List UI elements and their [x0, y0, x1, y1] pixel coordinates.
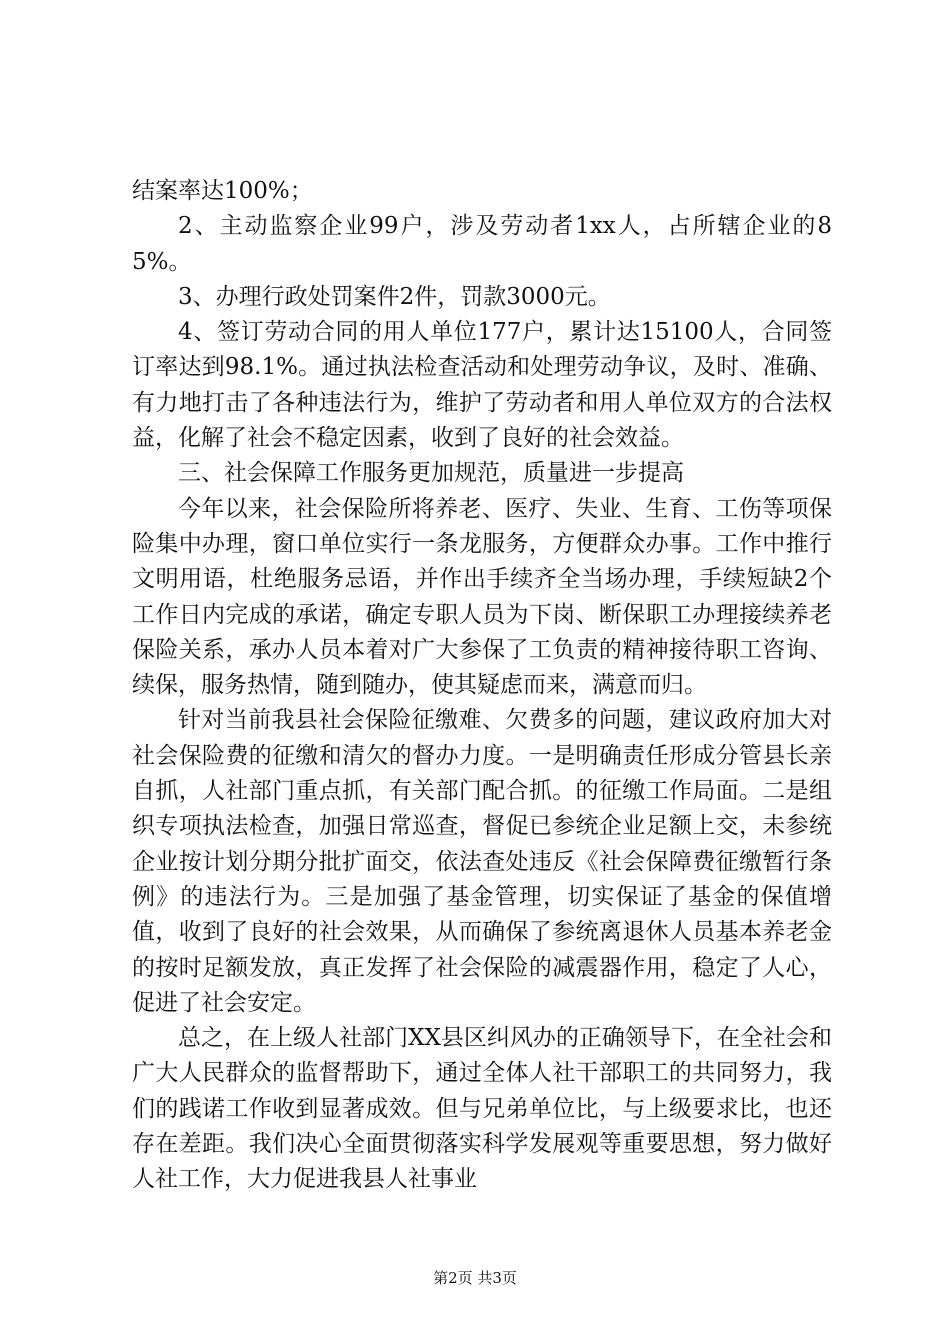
paragraph-collection-issues: 针对当前我县社会保险征缴难、欠费多的问题，建议政府加大对社会保险费的征缴和清欠的督办力度。一是明确责任形成分管县长亲自抓，人社部门重点抓，有关部门配合抓。的征缴工作局面。二是组织专项执法检查，加强日常巡查，督促已参统企业足额上交，未参统企业按计划分期分批扩面交，依法查处违反《社会保障费征缴暂行条例》的违法行为。三是加强了基金管理，切实保证了基金的保值增值，收到了良好的社会效果，从而确保了参统离退休人员基本养老金的按时足额发放，真正发挥了社会保险的减震器作用，稳定了人心，促进了社会安定。: [132, 707, 832, 1016]
paragraph-closing-rate: 结案率达100%；: [132, 178, 313, 204]
paragraph-insurance-service: 今年以来，社会保险所将养老、医疗、失业、生育、工伤等项保险集中办理，窗口单位实行一条龙服务，方便群众办事。工作中推行文明用语，杜绝服务忌语，并作出手续齐全当场办理，手续短缺2个工作日内完成的承诺，确定专职人员为下岗、断保职工办理接续养老保险关系，承办人员本着对广大参保了工负责的精神接待职工咨询、续保，服务热情，随到随办，使其疑虑而来，满意而归。: [132, 495, 832, 699]
paragraph-item-2: 2、主动监察企业99户，涉及劳动者1xx人，占所辖企业的85%。: [132, 213, 832, 275]
section-heading-social-security: 三、社会保障工作服务更加规范，质量进一步提高: [178, 460, 684, 487]
document-body: [132, 174, 832, 1198]
paragraph-summary: 总之，在上级人社部门XX县区纠风办的正确领导下，在全社会和广大人民群众的监督帮助下，通过全体人社干部职工的共同努力，我们的践诺工作收到显著成效。但与兄弟单位比，与上级要求比，也还存在差距。我们决心全面贯彻落实科学发展观等重要思想，努力做好人社工作，大力促进我县人社事业: [132, 1025, 832, 1193]
paragraph-item-3: 3、办理行政处罚案件2件，罚款3000元。: [178, 283, 611, 310]
page-number-footer: 第2页 共3页: [433, 1269, 517, 1287]
paragraph-item-4: 4、签订劳动合同的用人单位177户，累计达15100人，合同签订率达到98.1%。通过执法检查活动和处理劳动争议，及时、准确、有力地打击了各种违法行为，维护了劳动者和用人单位双方的合法权益，化解了社会不稳定因素，收到了良好的社会效益。: [132, 319, 832, 452]
